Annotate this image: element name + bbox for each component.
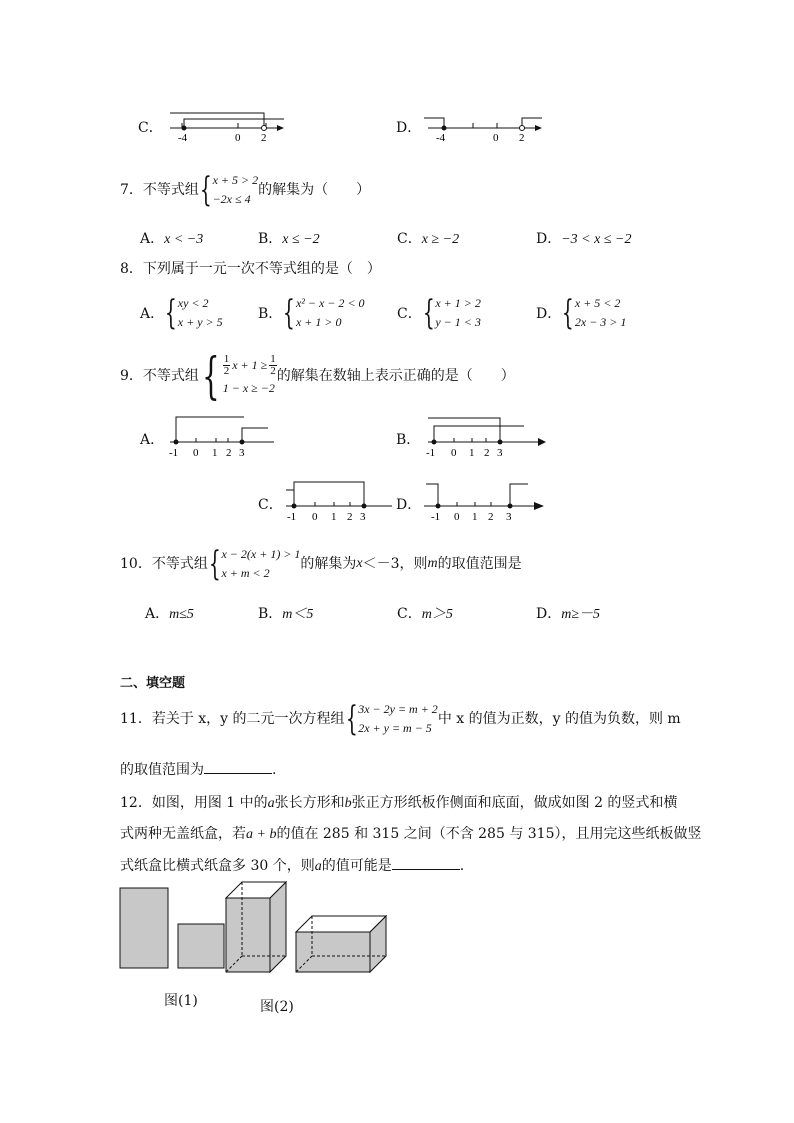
q12-line2: 式两种无盖纸盒，若a + b的值在 285 和 315 之间（不含 285 与 315），且用完这些纸板做竖 — [120, 826, 702, 842]
svg-text:3: 3 — [497, 447, 503, 459]
q7-stem: 7． 不等式组 { x + 5 > 2 −2x ≤ 4 的解集为（ ） — [120, 170, 371, 210]
q12-figure1-boards — [118, 886, 228, 972]
svg-text:2: 2 — [484, 447, 490, 459]
q10-option-c[interactable]: C．m＞5 — [397, 606, 453, 622]
q7-option-a[interactable]: A．x < −3 — [140, 231, 204, 247]
svg-text:3: 3 — [506, 511, 512, 523]
q6-option-c-label: C． — [138, 120, 163, 136]
q6-option-c-number-line — [160, 108, 290, 146]
q10-stem: 10． 不等式组 { x − 2(x + 1) > 1 x + m < 2 的解集为 x ＜－3，则 m 的取值范围是 — [120, 544, 522, 584]
svg-text:3: 3 — [239, 447, 245, 459]
q9-option-c-number-line — [282, 474, 397, 524]
q6-c-tick-2: 2 — [261, 132, 267, 144]
q12-figure2-caption: 图(2) — [260, 999, 294, 1015]
q8-option-d[interactable]: D． { x + 5 < 2 2x − 3 > 1 — [536, 293, 627, 333]
svg-text:-1: -1 — [426, 447, 436, 459]
q9-option-d-label[interactable]: D． — [396, 497, 422, 513]
svg-text:0: 0 — [451, 447, 457, 459]
svg-text:1: 1 — [469, 447, 475, 459]
q9-option-b-number-line — [424, 412, 554, 460]
svg-text:2: 2 — [226, 447, 232, 459]
svg-text:2: 2 — [519, 132, 525, 144]
q6-c-tick-0: 0 — [235, 132, 241, 144]
q12-figure2-vertical-box — [224, 880, 288, 976]
square-board — [178, 924, 224, 968]
q11-answer-blank[interactable] — [204, 759, 272, 774]
q6-option-d-label: D． — [396, 120, 422, 136]
q7-system: { x + 5 > 2 −2x ≤ 4 — [199, 170, 259, 210]
q9-option-a-number-line — [164, 412, 279, 460]
q12-figure2-horizontal-box — [294, 912, 388, 976]
q9-option-c-label[interactable]: C． — [258, 497, 283, 513]
q11-system: { 3x − 2y = m + 2 2x + y = m − 5 — [345, 699, 438, 739]
q12-line1: 12．如图，用图 1 中的a张长方形和b张正方形纸板作侧面和底面，做成如图 2 的竖式和横 — [120, 795, 678, 811]
q7-option-b[interactable]: B．x ≤ −2 — [258, 231, 320, 247]
svg-text:-1: -1 — [287, 511, 297, 523]
svg-text:0: 0 — [193, 447, 199, 459]
svg-text:2: 2 — [488, 511, 494, 523]
svg-text:0: 0 — [312, 511, 318, 523]
q9-stem: 9． 不等式组 { $\frac{1}{2}$ x + 1 ≥ $\frac{1}{2}$ 1 − x ≥ −2 的解集在数轴上表示正确的是（ ） — [120, 347, 515, 405]
rectangle-board — [120, 888, 168, 968]
q9-option-d-number-line — [420, 474, 550, 524]
svg-text:0: 0 — [493, 132, 499, 144]
svg-text:1: 1 — [212, 447, 218, 459]
q9-system: { $\frac{1}{2}$ x + 1 ≥ $\frac{1}{2}$ 1 − x ≥ −2 — [202, 347, 276, 405]
svg-text:-1: -1 — [169, 447, 179, 459]
q8-option-b[interactable]: B． { x² − x − 2 < 0 x + 1 > 0 — [258, 293, 365, 333]
q8-stem: 8．下列属于一元一次不等式组的是（ ） — [120, 261, 381, 277]
q12-answer-blank[interactable] — [392, 855, 460, 870]
svg-text:0: 0 — [454, 511, 460, 523]
q9-option-a-label[interactable]: A． — [140, 432, 165, 448]
svg-text:3: 3 — [360, 511, 366, 523]
q11-stem: 11． 若关于 x，y 的二元一次方程组 { 3x − 2y = m + 2 2x + y = m − 5 中 x 的值为正数，y 的值为负数，则 m — [120, 699, 681, 739]
q10-option-a[interactable]: A．m≤5 — [145, 606, 194, 622]
svg-text:1: 1 — [331, 511, 337, 523]
svg-text:-4: -4 — [436, 132, 446, 144]
q10-system: { x − 2(x + 1) > 1 x + m < 2 — [208, 544, 301, 584]
q9-option-b-label[interactable]: B． — [396, 432, 421, 448]
q11-line2: 的取值范围为 . — [120, 759, 276, 780]
q7-option-c[interactable]: C．x ≥ −2 — [397, 231, 460, 247]
q6-c-tick-neg4: -4 — [178, 132, 188, 144]
q8-option-a[interactable]: A． { xy < 2 x + y > 5 — [140, 293, 223, 333]
svg-text:2: 2 — [347, 511, 353, 523]
q12-figure1-caption: 图(1) — [164, 993, 198, 1009]
svg-text:1: 1 — [472, 511, 478, 523]
svg-text:-1: -1 — [431, 511, 441, 523]
q10-option-d[interactable]: D．m≥－5 — [536, 606, 601, 622]
q7-option-d[interactable]: D．−3 < x ≤ −2 — [536, 231, 632, 247]
q8-option-c[interactable]: C． { x + 1 > 2 y − 1 < 3 — [397, 293, 481, 333]
q12-line3: 式纸盒比横式纸盒多 30 个，则a的值可能是 . — [120, 855, 464, 877]
q6-option-d-number-line — [418, 108, 548, 146]
section-title-fill-in: 二、填空题 — [120, 676, 186, 691]
q10-option-b[interactable]: B．m＜5 — [258, 606, 314, 622]
